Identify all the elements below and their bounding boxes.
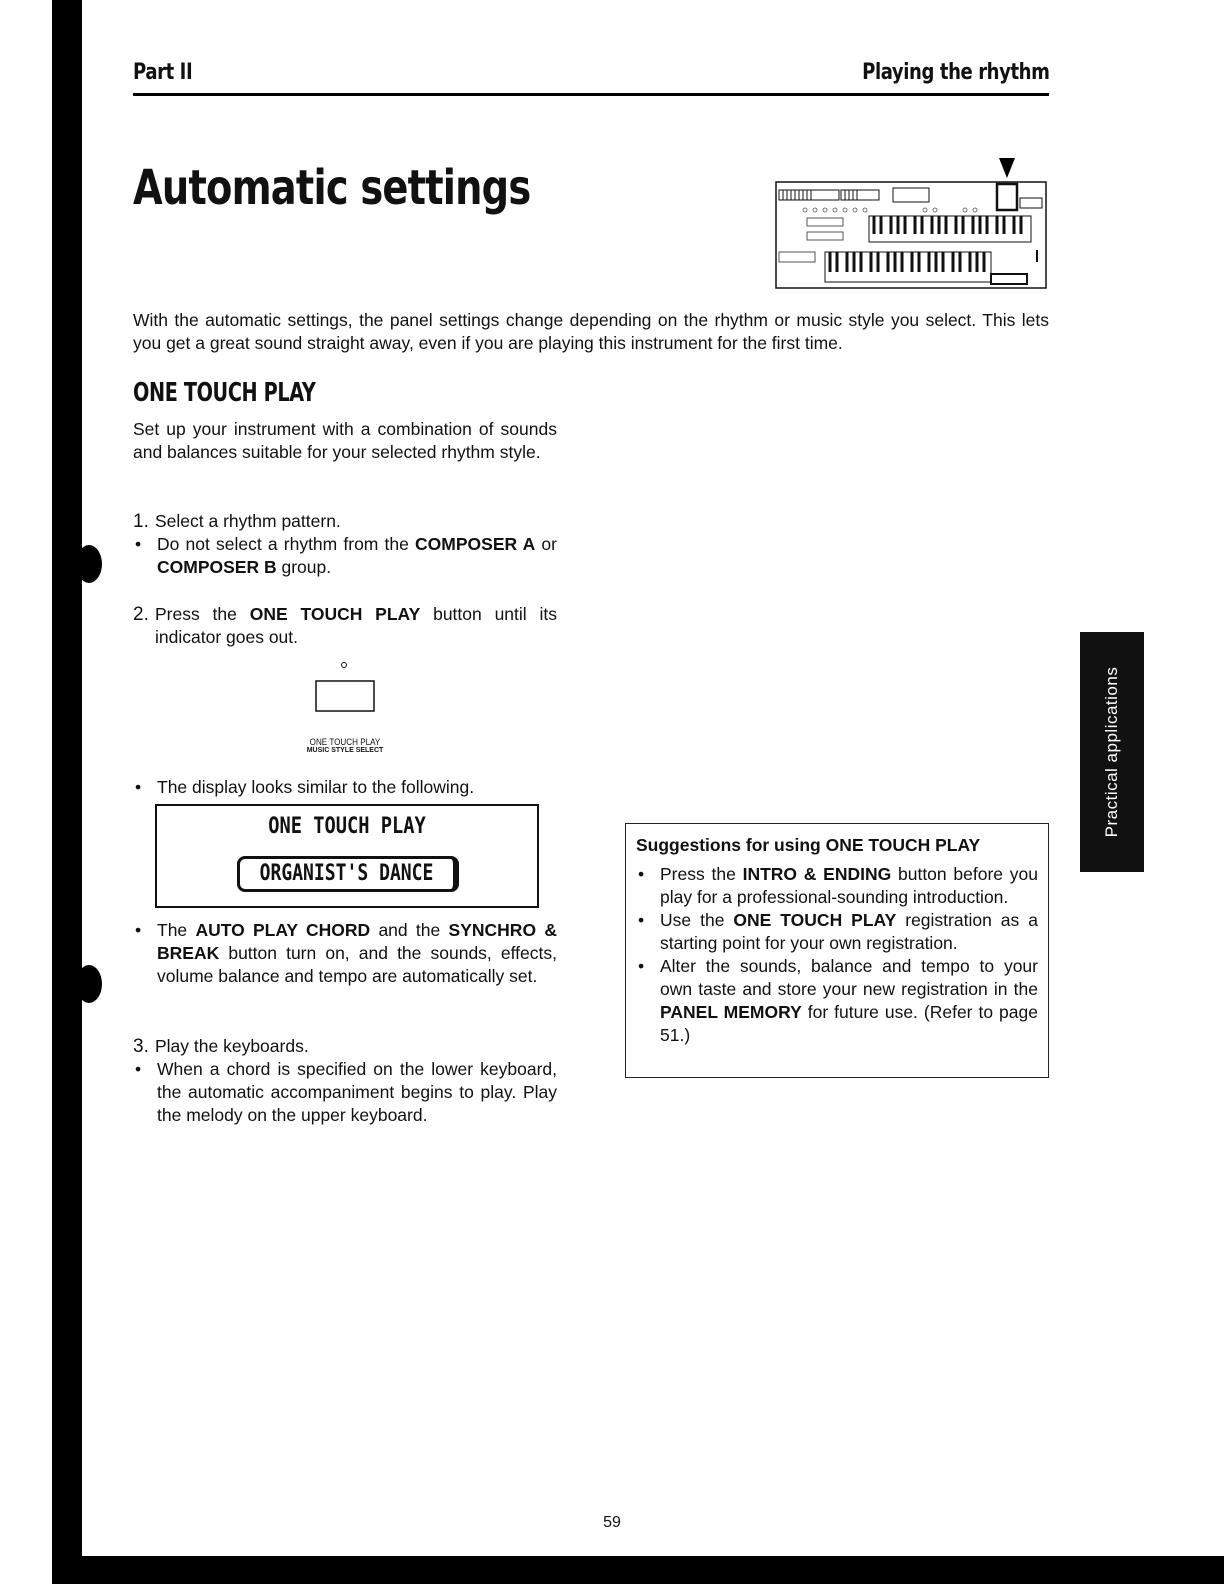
step-3 [133, 1035, 557, 1127]
bullet-dot: • [638, 910, 645, 930]
text-run: Do not select a rhythm from the [157, 534, 416, 554]
bullet-dot: • [638, 864, 645, 884]
panel-diagram [775, 158, 1047, 290]
list-item [636, 863, 1038, 909]
list-item [133, 1058, 557, 1127]
suggestions-title: Suggestions for using ONE TOUCH PLAY [636, 835, 981, 855]
binder-hole [76, 965, 102, 1003]
bullet-dot: • [135, 1059, 142, 1079]
bold-term: INTRO & ENDING [742, 864, 892, 884]
bullet-dot: • [135, 534, 142, 554]
list-item [133, 776, 557, 799]
bullet-text: When a chord is specified on the lower keyboard, the automatic accompaniment begins to play. Play the melody on the upper keyboard. [157, 1059, 557, 1125]
side-tab-label: Practical applications [1102, 666, 1121, 838]
text-run: Press the [155, 604, 250, 624]
list-item [133, 533, 557, 579]
header-section: Playing the rhythm [861, 60, 1049, 85]
list-item [636, 955, 1038, 1047]
header-part: Part II [133, 60, 193, 85]
text-run: group. [276, 557, 332, 577]
binder-hole [76, 545, 102, 583]
suggestions-box [625, 823, 1049, 1078]
step-number: 1. [133, 511, 149, 532]
bold-term: PANEL MEMORY [660, 1002, 802, 1022]
bold-term: ONE TOUCH PLAY [733, 910, 897, 930]
text-run: button until its indicator goes out. [155, 604, 557, 647]
step-text: Play the keyboards. [155, 1036, 309, 1056]
header-rule [133, 93, 1049, 96]
bullet-dot: • [135, 777, 142, 797]
lead-paragraph: Set up your instrument with a combination of sounds and balances suitable for your selected rhythm style. [133, 419, 557, 462]
page-edge-bar [52, 0, 82, 1584]
text-run: registration as a starting point for your own registration. [660, 910, 1038, 953]
bold-term: AUTO PLAY CHORD [195, 920, 371, 940]
page-title: Automatic settings [133, 160, 531, 216]
bullet-dot: • [638, 956, 645, 976]
section-heading: ONE TOUCH PLAY [133, 378, 316, 408]
text-run: button before you play for a professional-sounding introduction. [660, 864, 1038, 907]
step-number: 2. [133, 604, 149, 625]
step-2 [133, 603, 557, 649]
bold-term: SYNCHRO & BREAK [157, 920, 557, 963]
display-line-1: ONE TOUCH PLAY [268, 814, 426, 839]
display-line-2: ORGANIST'S DANCE [259, 861, 434, 886]
text-run: The [157, 920, 196, 940]
bullet-text: The display looks similar to the following. [157, 777, 475, 797]
text-run: Use the [660, 910, 734, 930]
bold-term: ONE TOUCH PLAY [249, 604, 421, 624]
page-number: 59 [603, 1514, 621, 1531]
bold-term: COMPOSER A [415, 534, 536, 554]
side-tab [1080, 632, 1144, 872]
one-touch-play-button-diagram [300, 655, 400, 763]
page-bottom-edge [52, 1556, 1224, 1584]
button-icon [300, 655, 400, 735]
text-run: and the [370, 920, 449, 940]
display-highlight [237, 856, 459, 892]
button-label: ONE TOUCH PLAY [309, 737, 381, 747]
button-sublabel: MUSIC STYLE SELECT [306, 747, 384, 754]
text-run: Alter the sounds, balance and tempo to your own taste and store your new registration in the [660, 956, 1038, 999]
step-text: Select a rhythm pattern. [155, 511, 341, 531]
text-run: for future use. (Refer to page 51.) [660, 1002, 1038, 1045]
bullet-dot: • [135, 920, 142, 940]
list-item [133, 919, 557, 988]
list-item [636, 909, 1038, 955]
display-screen [155, 804, 539, 908]
step-1 [133, 510, 557, 579]
text-run: button turn on, and the sounds, effects, volume balance and tempo are automatically set. [157, 943, 557, 986]
bold-term: COMPOSER B [157, 557, 277, 577]
intro-paragraph: With the automatic settings, the panel settings change depending on the rhythm or music style you select. This lets you get a great sound straight away, even if you are playing this instrument for the first time. [133, 310, 1049, 353]
text-run: or [535, 534, 557, 554]
step-number: 3. [133, 1036, 149, 1057]
text-run: Press the [660, 864, 743, 884]
